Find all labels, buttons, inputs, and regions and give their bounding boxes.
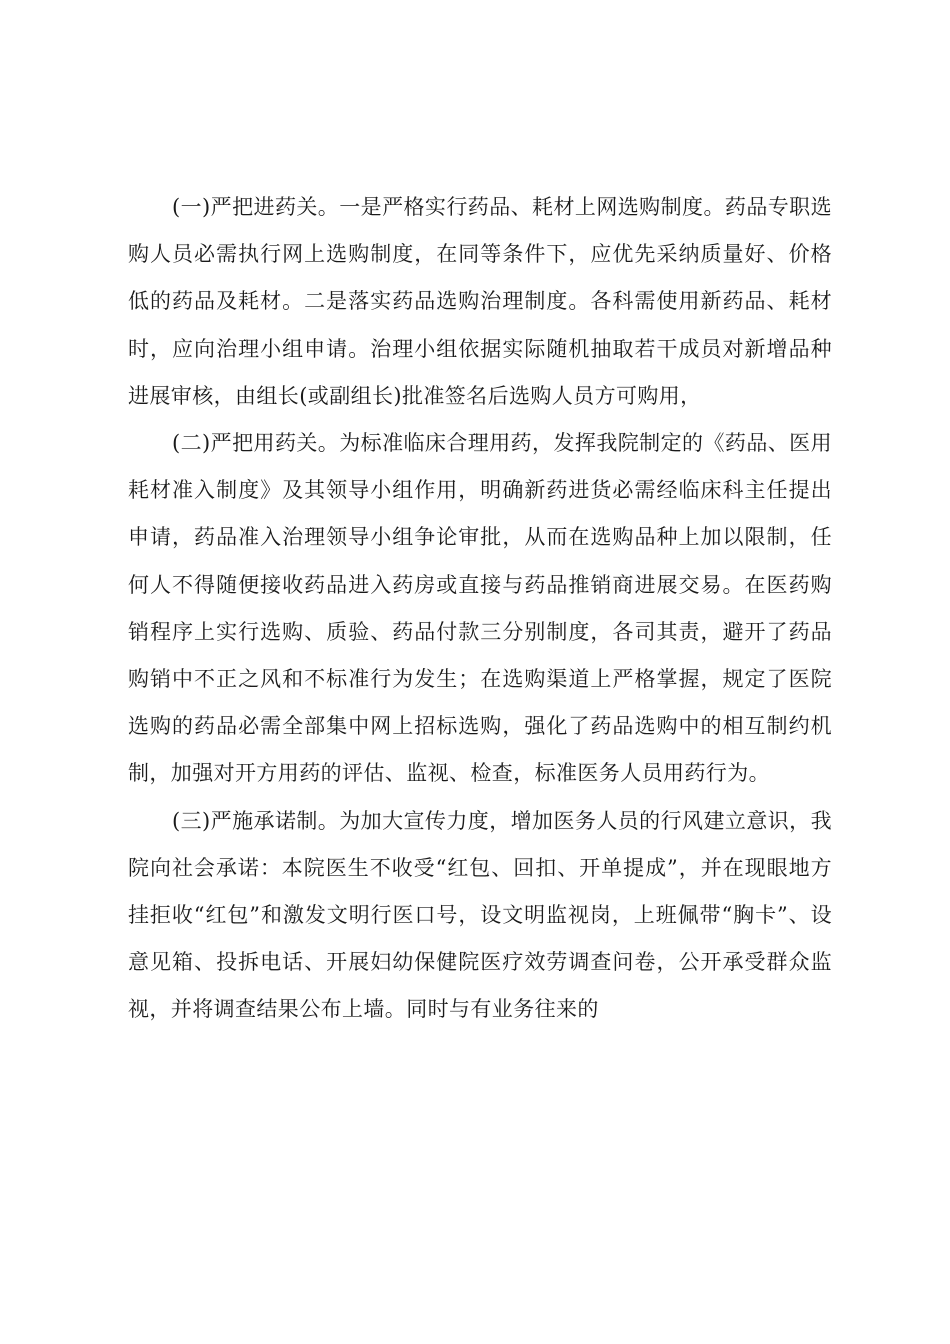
paragraph-commitment: (三)严施承诺制。为加大宣传力度，增加医务人员的行风建立意识，我院向社会承诺：本院医生不收受“红包、回扣、开单提成”，并在现眼地方挂拒收“红包”和激发文明行医口号，设文明监视岗，上班佩带“胸卡”、设意见箱、投拆电话、开展妇幼保健院医疗效劳调查问卷，公开承受群众监视，并将调查结果公布上墙。同时与有业务往来的 <box>128 808 832 1022</box>
document-body <box>128 184 832 1034</box>
paragraph-drug-use: (二)严把用药关。为标准临床合理用药，发挥我院制定的《药品、医用耗材准入制度》及其领导小组作用，明确新药进货必需经临床科主任提出申请，药品准入治理领导小组争论审批，从而在选购品种上加以限制，任何人不得随便接收药品进入药房或直接与药品推销商进展交易。在医药购销程序上实行选购、质验、药品付款三分别制度，各司其责，避开了药品购销中不正之风和不标准行为发生；在选购渠道上严格掌握，规定了医院选购的药品必需全部集中网上招标选购，强化了药品选购中的相互制约机制，加强对开方用药的评估、监视、检查，标准医务人员用药行为。 <box>128 431 832 786</box>
paragraph-drug-purchase: (一)严把进药关。一是严格实行药品、耗材上网选购制度。药品专职选购人员必需执行网上选购制度，在同等条件下，应优先采纳质量好、价格低的药品及耗材。二是落实药品选购治理制度。各科需使用新药品、耗材时，应向治理小组申请。治理小组依据实际随机抽取若干成员对新增品种进展审核，由组长(或副组长)批准签名后选购人员方可购用， <box>128 195 832 408</box>
